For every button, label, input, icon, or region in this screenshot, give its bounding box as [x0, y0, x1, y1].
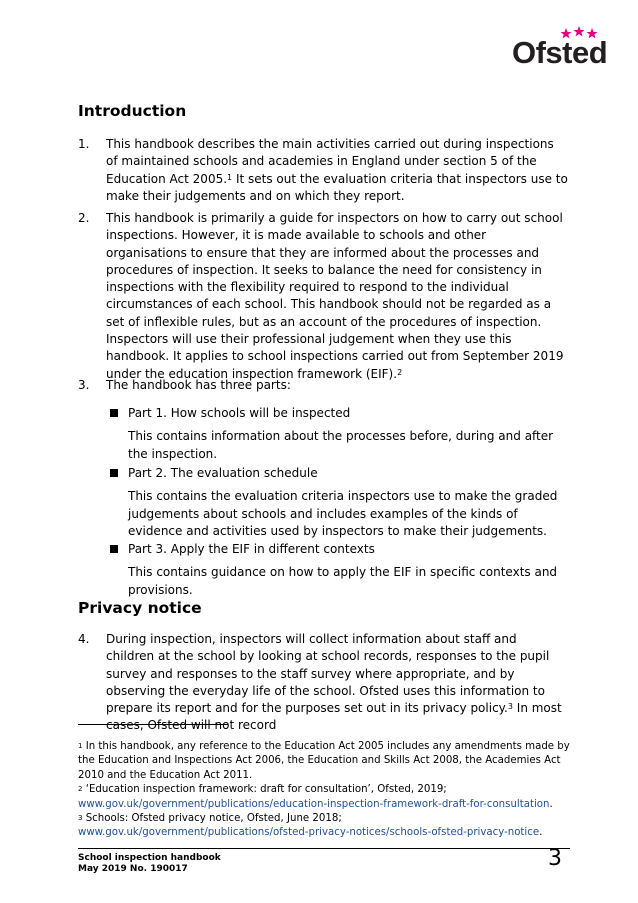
paragraph-2	[78, 210, 568, 383]
logo-wordmark: Ofsted	[512, 35, 608, 70]
footnote-text: Schools: Ofsted privacy notice, Ofsted, June 2018;	[82, 813, 342, 825]
part-title: Part 3. Apply the EIF in different contexts	[128, 542, 375, 556]
bullet-icon	[110, 469, 118, 477]
paragraph-text: The handbook has three parts:	[106, 378, 291, 392]
footer	[78, 853, 221, 875]
footnote-text: ‘Education inspection framework: draft for consultation’, Ofsted, 2019;	[82, 784, 447, 796]
paragraph-text: This handbook is primarily a guide for inspectors on how to carry out school inspections. However, it is made available to schools and other organisations to ensure that they are informed about the processes and procedures of inspection. It seeks to balance the need for consistency in inspections with the flexibility required to respond to the individual circumstances of each school. This handbook should not be regarded as a set of inflexible rules, but as an account of the procedures of inspection. Inspectors will use their professional judgement when they use this handbook. It applies to school inspections carried out from September 2019 under the education inspection framework (EIF).	[106, 211, 564, 381]
privacy-heading: Privacy notice	[78, 599, 202, 617]
paragraph-number: 4.	[78, 632, 90, 646]
footnote-ref-1[interactable]: 1	[227, 172, 233, 182]
footnote-text: In this handbook, any reference to the Education Act 2005 includes any amendments made by the Education and Inspections Act 2006, the Education and Skills Act 2008, the Academies Act 2010 and the Education Act 2011.	[78, 741, 570, 781]
footer-title: School inspection handbook	[78, 853, 221, 863]
footnote-number: 3	[78, 814, 83, 823]
paragraph-number: 3.	[78, 378, 90, 392]
footer-date: May 2019 No. 190017	[78, 864, 188, 874]
footnote-number: 1	[78, 742, 83, 750]
paragraph-number: 2.	[78, 211, 90, 225]
page-number: 3	[548, 846, 562, 871]
footnote-ref-2[interactable]: 2	[397, 367, 403, 377]
paragraph-text: During inspection, inspectors will collect information about staff and children at the school by looking at school records, responses to the pupil survey and responses to the staff survey where appropriate, and by observing the everyday life of the school. Ofsted uses this information to prepare its report and for the purposes set out in its privacy policy.	[106, 632, 550, 716]
paragraph-text: This handbook describes the main activities carried out during inspections of maintained schools and academies in England under section 5 of the Education Act 2005.	[106, 137, 554, 186]
part-3-item	[106, 541, 568, 599]
paragraph-3	[78, 377, 568, 394]
part-2-item	[106, 465, 568, 540]
footnote-punct: .	[549, 798, 553, 810]
part-1-item	[106, 405, 568, 463]
introduction-heading: Introduction	[78, 102, 187, 120]
ofsted-logo	[512, 26, 607, 72]
bullet-icon	[110, 409, 118, 417]
footnote-punct: .	[539, 827, 543, 839]
bullet-icon	[110, 545, 118, 553]
footnote-separator	[78, 724, 228, 725]
footnote-number: 2	[78, 785, 83, 794]
part-description: This contains information about the processes before, during and after the inspection.	[128, 429, 554, 461]
paragraph-1	[78, 136, 568, 205]
paragraph-number: 1.	[78, 137, 90, 151]
footnotes	[78, 740, 570, 841]
part-description: This contains guidance on how to apply the EIF in specific contexts and provisions.	[128, 565, 558, 597]
footnote-3	[78, 812, 570, 841]
paragraph-text-cont: It sets out the evaluation criteria that inspectors use to make their judgements and on which they report.	[106, 171, 568, 203]
paragraph-4	[78, 631, 568, 735]
footnote-link[interactable]: www.gov.uk/government/publications/education-inspection-framework-draft-for-consultation	[78, 798, 550, 810]
footnote-2	[78, 783, 570, 812]
part-title: Part 2. The evaluation schedule	[128, 466, 318, 480]
paragraph-text-cont: In most cases, Ofsted will not record	[106, 701, 562, 733]
footnote-1	[78, 740, 570, 783]
part-description: This contains the evaluation criteria inspectors use to make the graded judgements about schools and includes examples of the kinds of evidence and activities used by inspectors to make their judgements.	[128, 489, 558, 538]
part-title: Part 1. How schools will be inspected	[128, 406, 351, 420]
footnote-link[interactable]: www.gov.uk/government/publications/ofsted-privacy-notices/schools-ofsted-privacy-notice	[78, 827, 540, 839]
footer-separator	[78, 848, 570, 849]
footnote-ref-3[interactable]: 3	[507, 702, 513, 712]
